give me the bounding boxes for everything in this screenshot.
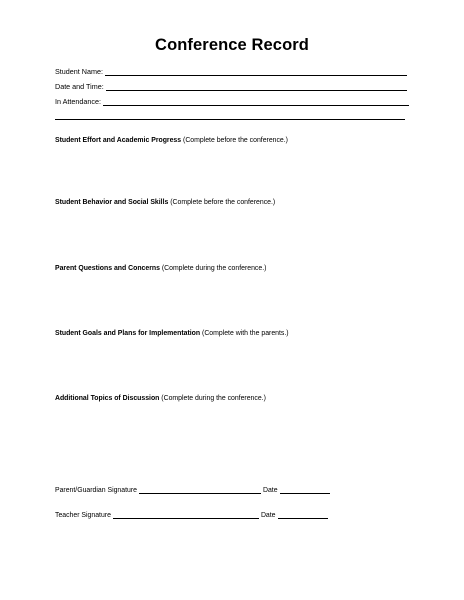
section-note: (Complete during the conference.) [159,395,266,402]
date-time-label: Date and Time: [55,82,104,91]
section-note: (Complete before the conference.) [181,137,288,144]
section-note: (Complete before the conference.) [168,199,276,206]
section-heading: Student Behavior and Social Skills [55,199,169,206]
teacher-signature-line[interactable] [113,511,259,519]
section-note: (Complete with the parents.) [200,330,289,337]
section-effort-progress [55,137,288,144]
parent-signature-label: Parent/Guardian Signature [55,487,137,494]
teacher-date-line[interactable] [278,511,328,519]
teacher-signature-label: Teacher Signature [55,512,111,519]
date-time-line[interactable] [106,82,407,91]
parent-date-line[interactable] [280,486,330,494]
page-title: Conference Record [155,36,309,54]
section-heading: Additional Topics of Discussion [55,395,160,402]
section-heading: Student Goals and Plans for Implementation [55,330,201,337]
section-note: (Complete during the conference.) [159,265,267,272]
parent-signature-row [55,484,332,494]
attendance-label: In Attendance: [55,97,101,106]
section-parent-questions [55,265,266,272]
attendance-extra-line[interactable] [55,119,405,120]
student-name-field[interactable] [55,64,407,76]
teacher-date-label: Date [260,512,276,519]
section-additional-topics [55,395,266,402]
section-heading: Student Effort and Academic Progress [55,137,182,144]
parent-date-label: Date [262,487,278,494]
attendance-line[interactable] [103,97,409,106]
student-name-line[interactable] [105,67,407,76]
student-name-label: Student Name: [55,67,103,76]
attendance-field[interactable] [55,94,409,106]
teacher-signature-row [55,509,330,519]
date-time-field[interactable] [55,79,407,91]
section-heading: Parent Questions and Concerns [55,265,160,272]
parent-signature-line[interactable] [139,486,261,494]
section-goals-plans [55,330,289,337]
section-behavior-social [55,199,275,206]
